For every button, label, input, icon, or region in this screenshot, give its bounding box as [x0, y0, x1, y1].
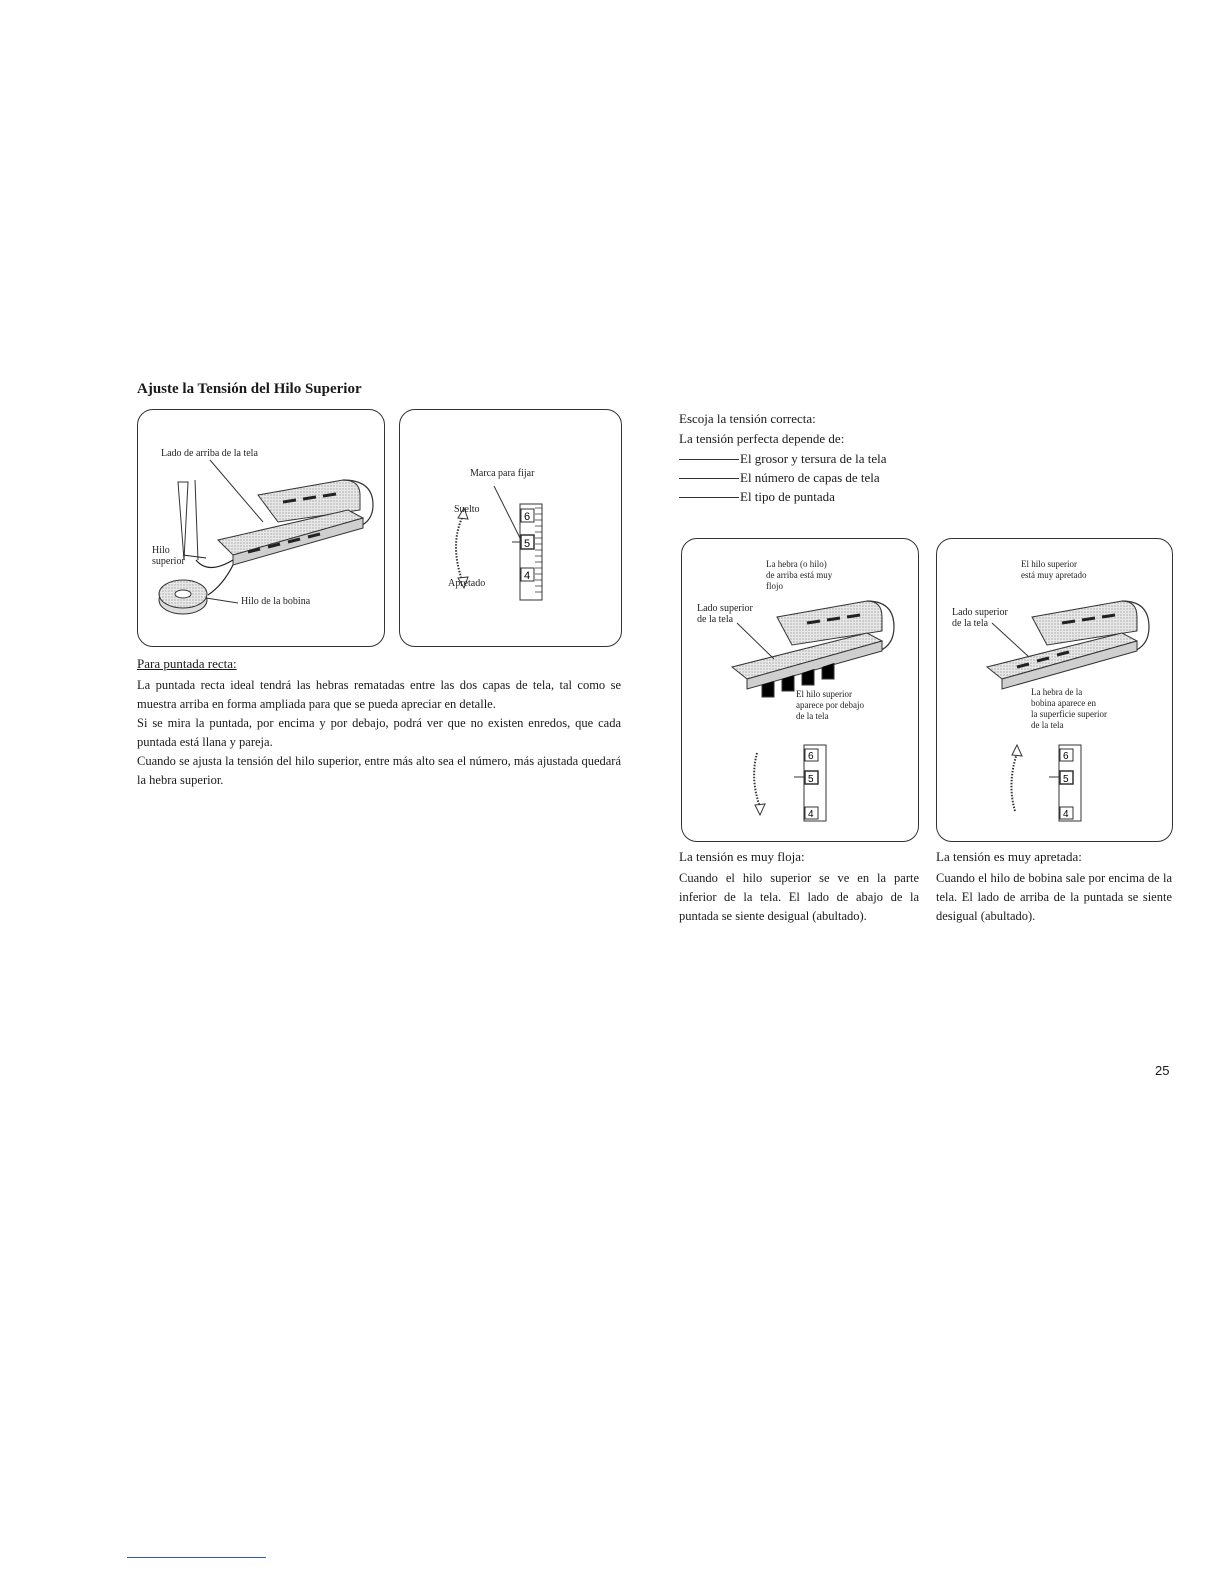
- factor-item-label: El número de capas de tela: [740, 469, 880, 485]
- figure-loose-tension: [681, 538, 919, 842]
- label-hilo: Hilo: [152, 545, 170, 556]
- tight-digit-6: 6: [1063, 751, 1069, 762]
- tight-label-side-1: Lado superior: [952, 607, 1008, 618]
- left-paragraph-3: Cuando se ajusta la tensión del hilo superior, entre más alto sea el número, más ajustada quedará la hebra superior.: [137, 754, 621, 787]
- tight-caption-body: Cuando el hilo de bobina sale por encima de la tela. El lado de arriba de la puntada se siente desigual (abultado).: [936, 871, 1172, 923]
- loose-digit-5: 5: [808, 774, 814, 785]
- loose-label-top-2: de arriba está muy: [766, 570, 833, 580]
- loose-label-top-1: La hebra (o hilo): [766, 559, 827, 569]
- loose-caption: [679, 847, 919, 926]
- left-paragraph-2: Si se mira la puntada, por encima y por debajo, podrá ver que no existen enredos, que cada puntada está llana y pareja.: [137, 716, 621, 749]
- factor-item-label: El grosor y tersura de la tela: [740, 450, 887, 466]
- tight-digit-5: 5: [1063, 774, 1069, 785]
- tension-dial-drawing: [400, 410, 621, 646]
- right-intro-text: [679, 409, 979, 506]
- loose-caption-title: La tensión es muy floja:: [679, 849, 805, 864]
- loose-label-side-2: de la tela: [697, 614, 734, 625]
- factor-item: [679, 468, 979, 487]
- label-bobbin-thread: Hilo de la bobina: [241, 596, 311, 607]
- label-marca: Marca para fijar: [470, 468, 535, 479]
- right-line-1: Escoja la tensión correcta:: [679, 411, 816, 426]
- tight-label-top-1: El hilo superior: [1021, 559, 1077, 569]
- factor-item-label: El tipo de puntada: [740, 488, 835, 504]
- label-apretado: Apretado: [448, 578, 486, 589]
- tight-label-bottom-3: la superficie superior: [1031, 709, 1107, 719]
- fabric-stitch-drawing: [138, 410, 384, 646]
- tight-label-side-2: de la tela: [952, 618, 989, 629]
- page-number: 25: [1155, 1063, 1170, 1078]
- label-fabric-top: Lado de arriba de la tela: [161, 448, 258, 459]
- loose-caption-body: Cuando el hilo superior se ve en la parte inferior de la tela. El lado de abajo de la puntada se siente desigual (abultado).: [679, 871, 919, 923]
- tight-label-bottom-2: bobina aparece en: [1031, 698, 1096, 708]
- figure-fabric-stitch: [137, 409, 385, 647]
- tight-caption-title: La tensión es muy apretada:: [936, 849, 1082, 864]
- dial-digit-4: 4: [524, 570, 531, 582]
- loose-label-bottom-1: El hilo superior: [796, 689, 852, 699]
- loose-label-bottom-3: de la tela: [796, 711, 829, 721]
- loose-digit-6: 6: [808, 751, 814, 762]
- footer-rule: [127, 1557, 266, 1558]
- dial-digit-6: 6: [524, 511, 531, 523]
- left-paragraph-1: La puntada recta ideal tendrá las hebras rematadas entre las dos capas de tela, tal como se muestra arriba en forma ampliada para que se pueda apreciar en detalle.: [137, 678, 621, 711]
- label-suelto: Suelto: [454, 504, 480, 515]
- left-heading: Para puntada recta:: [137, 656, 237, 671]
- loose-digit-4: 4: [808, 809, 814, 820]
- loose-label-bottom-2: aparece por debajo: [796, 700, 864, 710]
- loose-label-side-1: Lado superior: [697, 603, 753, 614]
- loose-label-top-3: flojo: [766, 581, 783, 591]
- tight-caption: [936, 847, 1172, 926]
- factor-item: [679, 487, 979, 506]
- section-title: Ajuste la Tensión del Hilo Superior: [137, 381, 362, 397]
- tight-digit-4: 4: [1063, 809, 1069, 820]
- dial-digit-5: 5: [524, 538, 531, 550]
- tight-label-bottom-1: La hebra de la: [1031, 687, 1083, 697]
- tight-label-bottom-4: de la tela: [1031, 720, 1064, 730]
- tight-label-top-2: está muy apretado: [1021, 570, 1087, 580]
- factor-item: [679, 449, 979, 468]
- label-superior: superior: [152, 556, 185, 567]
- figure-tight-tension: [936, 538, 1173, 842]
- left-column-text: [137, 654, 621, 790]
- figure-tension-dial: [399, 409, 622, 647]
- right-line-2: La tensión perfecta depende de:: [679, 431, 845, 446]
